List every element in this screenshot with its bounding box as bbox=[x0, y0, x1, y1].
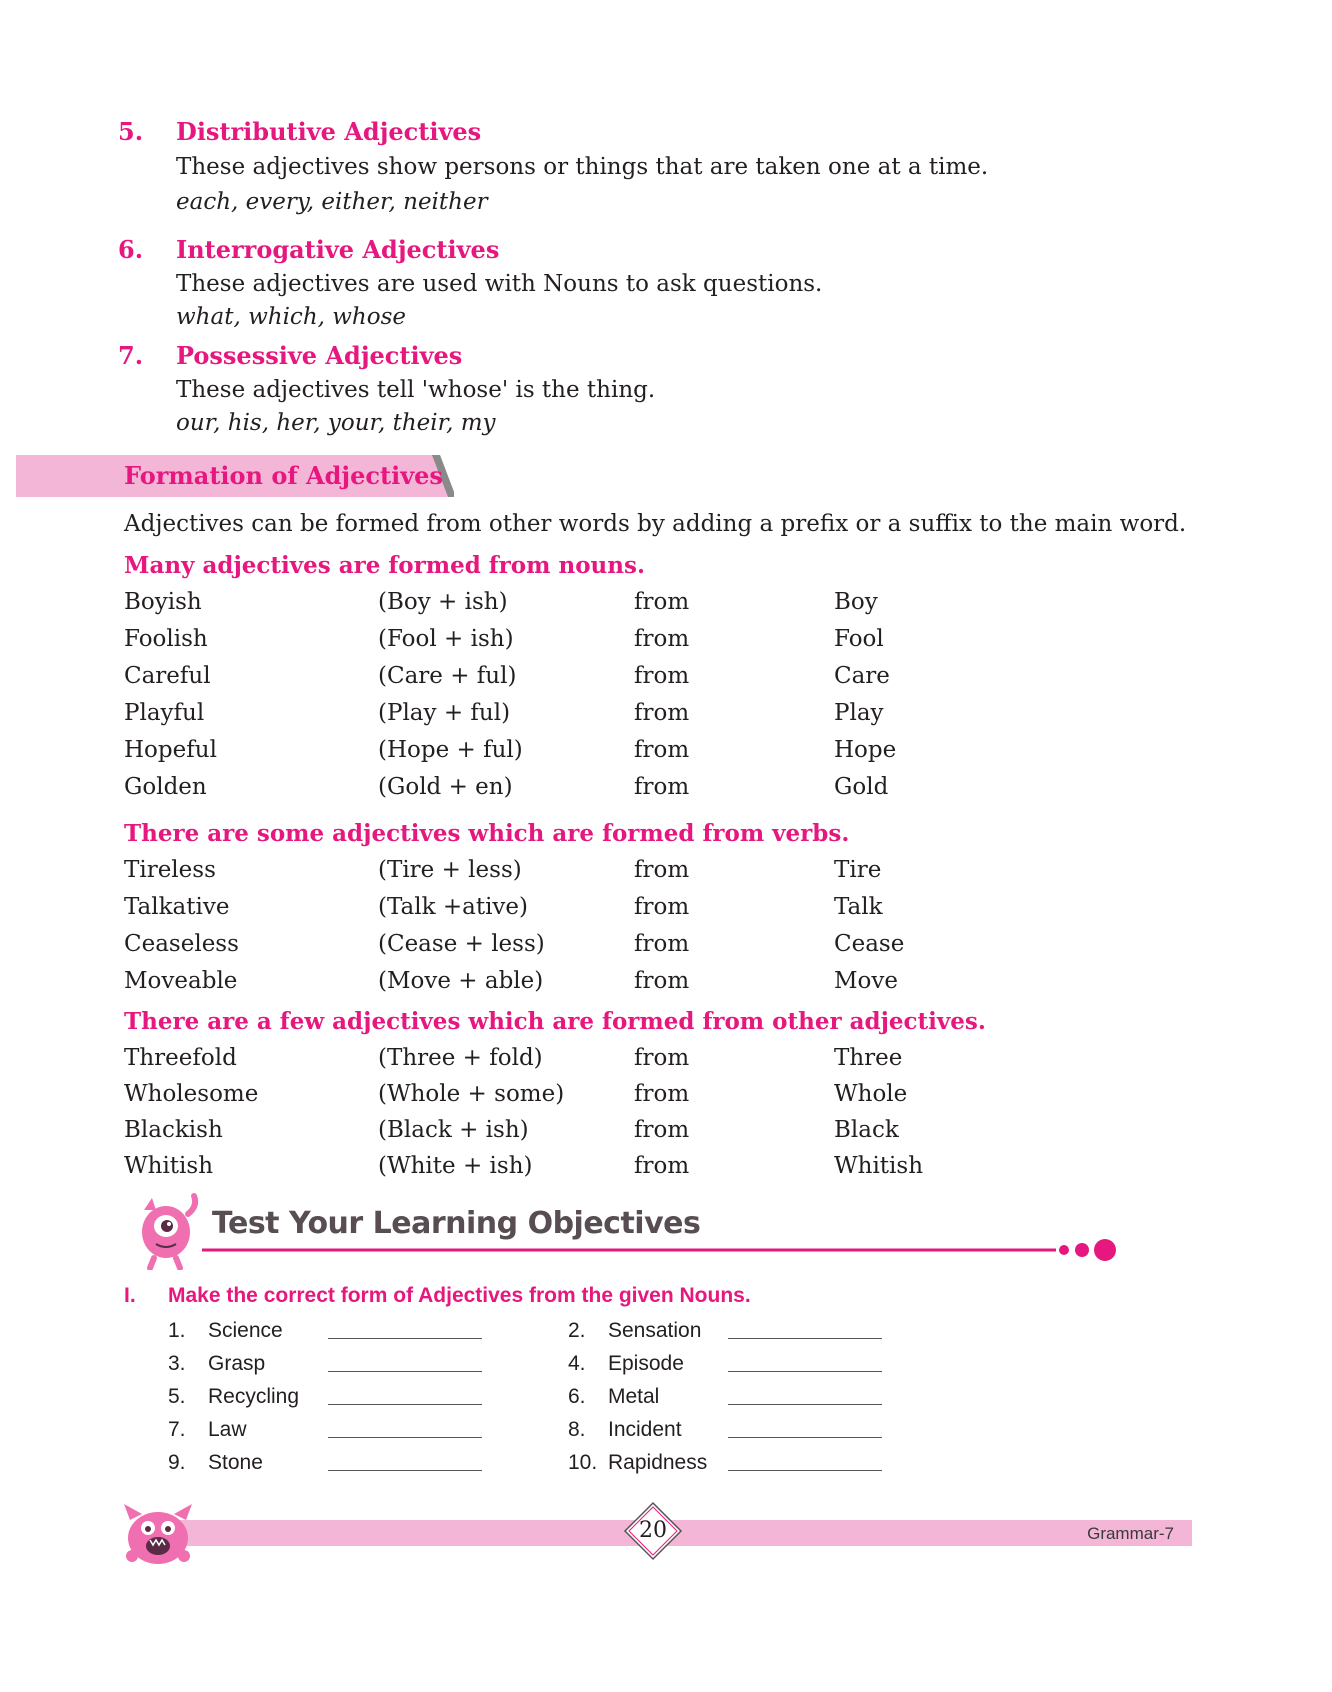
answer-blank[interactable] bbox=[728, 1446, 882, 1471]
section-possessive bbox=[118, 338, 1118, 440]
page-footer bbox=[120, 1500, 1192, 1570]
exercise-row: 3. Grasp 4. Episode bbox=[168, 1347, 968, 1380]
table-from-verbs bbox=[124, 852, 1024, 1000]
section-distributive bbox=[118, 114, 1118, 220]
section-heading: 7. Possessive Adjectives bbox=[118, 341, 463, 370]
table-row: Tireless (Tire + less) from Tire bbox=[124, 857, 882, 883]
test-objectives-header bbox=[132, 1192, 1194, 1270]
table-row: Ceaseless (Cease + less) from Cease bbox=[124, 931, 905, 957]
section-description: These adjectives show persons or things that are taken one at a time. bbox=[176, 154, 989, 180]
table-row: Foolish (Fool + ish) from Fool bbox=[124, 626, 884, 652]
answer-blank[interactable] bbox=[728, 1314, 882, 1339]
section-interrogative bbox=[118, 232, 1118, 334]
table-row: Playful (Play + ful) from Play bbox=[124, 700, 884, 726]
answer-blank[interactable] bbox=[328, 1314, 482, 1339]
answer-blank[interactable] bbox=[328, 1380, 482, 1405]
exercise-row: 1. Science 2. Sensation bbox=[168, 1314, 968, 1347]
table-row: Moveable (Move + able) from Move bbox=[124, 968, 899, 994]
book-title: Grammar-7 bbox=[1087, 1524, 1174, 1543]
table-row: Hopeful (Hope + ful) from Hope bbox=[124, 737, 897, 763]
group-heading-adjectives: There are a few adjectives which are formed from other adjectives. bbox=[124, 1008, 986, 1035]
formation-title: Formation of Adjectives bbox=[124, 461, 443, 490]
table-row: Careful (Care + ful) from Care bbox=[124, 663, 890, 689]
table-from-adjectives bbox=[124, 1040, 1024, 1184]
page-number: 20 bbox=[639, 1518, 667, 1543]
exercise-heading: I. Make the correct form of Adjectives from the given Nouns. bbox=[124, 1284, 751, 1307]
table-row: Golden (Gold + en) from Gold bbox=[124, 774, 889, 800]
section-description: These adjectives tell 'whose' is the thing. bbox=[176, 377, 656, 403]
table-row: Threefold (Three + fold) from Three bbox=[124, 1045, 903, 1071]
section-description: These adjectives are used with Nouns to ask questions. bbox=[176, 271, 823, 297]
exercise-list bbox=[168, 1314, 968, 1479]
group-heading-nouns: Many adjectives are formed from nouns. bbox=[124, 552, 645, 579]
footer-band bbox=[180, 1520, 1192, 1546]
test-objectives-title: Test Your Learning Objectives bbox=[212, 1206, 701, 1241]
table-row: Whitish (White + ish) from Whitish bbox=[124, 1153, 924, 1179]
table-row: Wholesome (Whole + some) from Whole bbox=[124, 1081, 908, 1107]
table-row: Talkative (Talk +ative) from Talk bbox=[124, 894, 883, 920]
table-row: Boyish (Boy + ish) from Boy bbox=[124, 589, 878, 615]
formation-intro: Adjectives can be formed from other words by adding a prefix or a suffix to the main word. bbox=[124, 511, 1187, 537]
answer-blank[interactable] bbox=[328, 1446, 482, 1471]
exercise-row: 5. Recycling 6. Metal bbox=[168, 1380, 968, 1413]
answer-blank[interactable] bbox=[328, 1347, 482, 1372]
answer-blank[interactable] bbox=[728, 1347, 882, 1372]
answer-blank[interactable] bbox=[328, 1413, 482, 1438]
section-heading: 6. Interrogative Adjectives bbox=[118, 235, 500, 264]
group-heading-verbs: There are some adjectives which are formed from verbs. bbox=[124, 820, 850, 847]
section-examples: each, every, either, neither bbox=[176, 189, 488, 215]
table-row: Blackish (Black + ish) from Black bbox=[124, 1117, 899, 1143]
answer-blank[interactable] bbox=[728, 1413, 882, 1438]
exercise-row: 9. Stone 10. Rapidness bbox=[168, 1446, 968, 1479]
formation-banner bbox=[16, 455, 454, 497]
monster-mascot-icon bbox=[120, 1500, 200, 1570]
section-heading: 5. Distributive Adjectives bbox=[118, 117, 482, 146]
exercise-row: 7. Law 8. Incident bbox=[168, 1413, 968, 1446]
section-examples: our, his, her, your, their, my bbox=[176, 410, 496, 436]
answer-blank[interactable] bbox=[728, 1380, 882, 1405]
section-examples: what, which, whose bbox=[176, 304, 407, 330]
table-from-nouns bbox=[124, 584, 1024, 806]
